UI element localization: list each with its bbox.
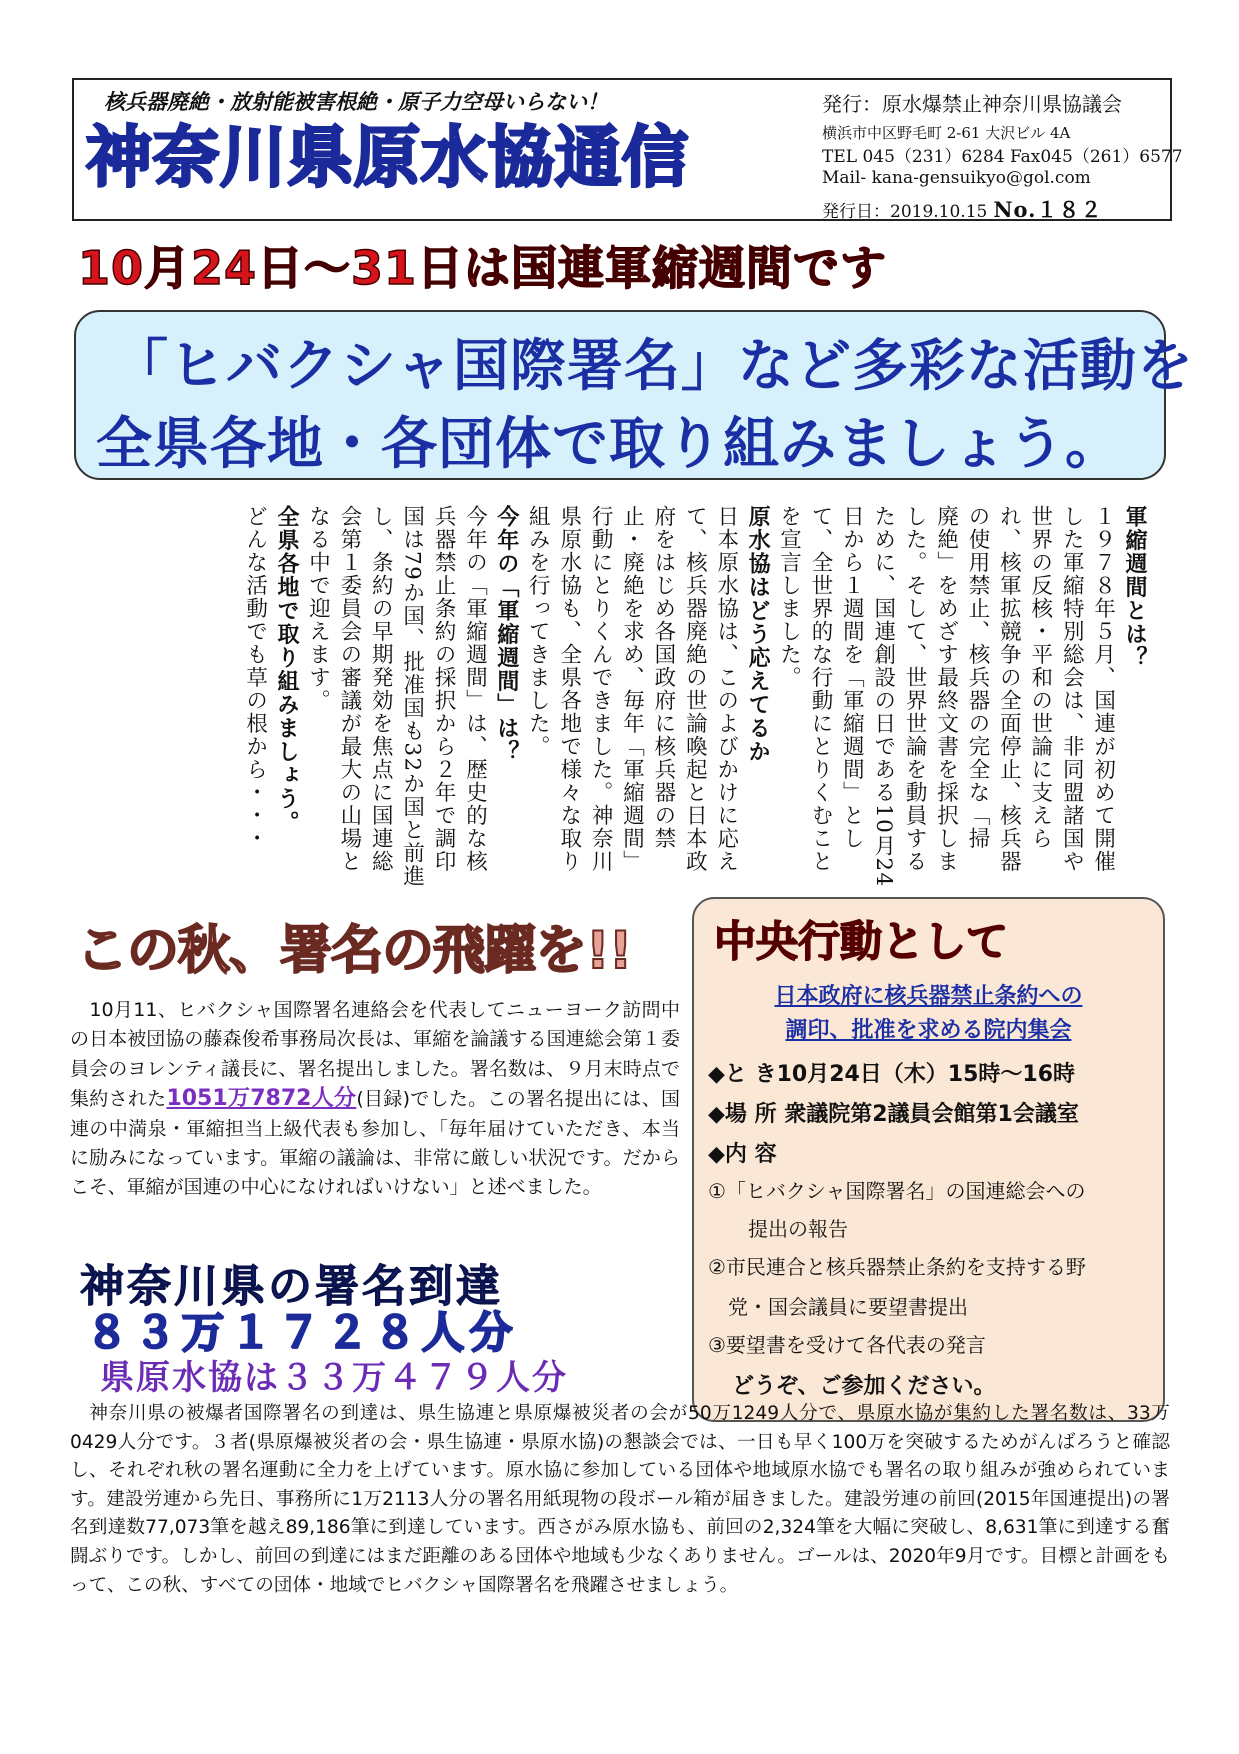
publisher-mail: Mail- kana-gensuikyo@gol.com bbox=[822, 168, 1091, 188]
heading-disarmament-week: 軍縮週間とは？ bbox=[1122, 505, 1147, 670]
action-item-2-cont: 党・国会議員に要望書提出 bbox=[728, 1295, 968, 1319]
kanagawa-reach-count: ８３万１７２８人分 bbox=[86, 1308, 519, 1357]
bottom-article-text: 神奈川県の被爆者国際署名の到達は、県生協連と県原爆被災者の会が50万1249人分で、県原水協が集約した署名数は、33万0429人分です。３者(県原爆被災者の会・県生協連・県原水協)の懇談会では、一日も早く100万を突破するためがんばろうと確認し、それぞれ秋の署名運動に全力を上げています。原水協に参加している団体や地域原水協でも署名の取り組みが強められています。建設労連から先日、事務所に1万2113人分の署名用紙現物の段ボール箱が届きました。建設労連の前回(2015年国連提出)の署名到達数77,073筆を越え89,186筆に到達しています。西さがみ原水協も、前回の2,324筆を大幅に突破し、8,631筆に到達する奮闘ぶりです。しかし、前回の到達にはまだ距離のある団体や地域も少なくありません。ゴールは、2020年9月です。目標と計画をもって、この秋、すべての団体・地域でヒバクシャ国際署名を飛躍させましょう。 bbox=[70, 1403, 1170, 1596]
newsletter-title: 神奈川県原水協通信 bbox=[86, 119, 689, 196]
action-content-label: ◆内 容 bbox=[708, 1142, 777, 1167]
main-headline: 10月24日～31日は国連軍縮週間です bbox=[78, 241, 888, 295]
central-action-box bbox=[692, 897, 1165, 1422]
callout-line-1: 「ヒバクシャ国際署名」など多彩な活動を bbox=[112, 334, 1194, 399]
article-text-start: 10月11、ヒバクシャ国際署名連絡会を代表してニューヨーク訪問中の日本被団協の藤森俊希事務局次長は、軍縮を論議する国連総会第１委員会のヨレンティ議長に、署名提出しました。署名数は、９月末時点で集約された bbox=[70, 999, 680, 1111]
action-item-1: ①「ヒバクシャ国際署名」の国連総会への bbox=[708, 1179, 1086, 1203]
issue-date: 発行日：2019.10.15 bbox=[822, 202, 988, 222]
heading-this-year: 今年の「軍縮週間」は？ bbox=[493, 505, 519, 764]
article-text-end: (目録)でした。この署名提出には、国連の中満泉・軍縮担当上級代表も参加し、「毎年届けていただき、本当に励みになっています。軍縮の議論は、非常に厳しい状況です。だからこそ、軍縮が国連の中心になければいけない」と述べました。 bbox=[70, 1088, 680, 1199]
publisher: 発行：原水爆禁止神奈川県協議会 bbox=[822, 92, 1122, 116]
signature-total-highlight: 1051万7872人分 bbox=[166, 1086, 357, 1112]
action-place: ◆場 所 衆議院第2議員会館第1会議室 bbox=[708, 1102, 1079, 1127]
autumn-banner: この秋、署名の飛躍を!! bbox=[76, 921, 632, 981]
action-subtitle-2: 調印、批准を求める院内集会 bbox=[785, 1017, 1072, 1043]
issue-number: No.１８２ bbox=[993, 197, 1103, 222]
heading-call-to-action: 全県各地で取り組みましょう。 bbox=[274, 505, 300, 834]
vertical-article bbox=[150, 505, 1150, 890]
action-item-1-cont: 提出の報告 bbox=[748, 1217, 848, 1241]
publisher-address: 横浜市中区野毛町 2-61 大沢ビル 4A bbox=[822, 124, 1071, 142]
action-time: ◆と き10月24日（木）15時～16時 bbox=[708, 1062, 1076, 1087]
issue-info bbox=[822, 194, 1103, 224]
heading-gensuikyo-response: 原水協はどう応えてるか bbox=[745, 505, 771, 764]
action-item-3: ③要望書を受けて各代表の発言 bbox=[708, 1333, 986, 1357]
kanagawa-reach-title: 神奈川県の署名到達 bbox=[80, 1261, 503, 1312]
callout-line-2: 全県各地・各団体で取り組みましょう。 bbox=[96, 412, 1122, 477]
paragraph-grassroots: どんな活動でも草の根から・・・ bbox=[242, 505, 268, 850]
paragraph-this-year: 今年の「軍縮週間」は、歴史的な核兵器禁止条約の採択から２年で調印国は79か国、批准国も32か国と前進し、条約の早期発効を焦点に国連総会第１委員会の審議が最大の山場となる中で迎えます。 bbox=[305, 505, 488, 888]
action-title: 中央行動として bbox=[714, 917, 1009, 966]
action-item-2: ②市民連合と核兵器禁止条約を支持する野 bbox=[708, 1255, 1086, 1279]
signature-article bbox=[70, 996, 680, 1203]
action-subtitle-1: 日本政府に核兵器禁止条約への bbox=[774, 983, 1083, 1009]
publisher-tel-fax: TEL 045（231）6284 Fax045（261）6577 bbox=[822, 147, 1183, 167]
slogan: 核兵器廃絶・放射能被害根絶・原子力空母いらない！ bbox=[104, 90, 608, 114]
bottom-article bbox=[70, 1400, 1170, 1600]
action-invitation: どうぞ、ご参加ください。 bbox=[732, 1374, 996, 1399]
prefectural-gensuikyo-count: 県原水協は３３万４７９人分 bbox=[100, 1358, 568, 1398]
paragraph-disarmament-week: １９７８年５月、国連が初めて開催した軍縮特別総会は、非同盟諸国や世界の反核・平和の世論に支えられ、核軍拡競争の全面停止、核兵器の使用禁止、核兵器の完全な「掃 廃絶」をめざす最終文書を採択しました。そして、世界世論を動員するために、国連創設の日である10月24日から１週間を「軍縮週間」として、全世界的な行動にとりくむことを宣言しました。 bbox=[776, 505, 1116, 888]
callout-box bbox=[74, 310, 1194, 480]
paragraph-gensuikyo-response: 日本原水協は、このよびかけに応えて、核兵器廃絶の世論喚起と日本政府をはじめ各国政府に核兵器の禁止・廃絶を求め、毎年「軍縮週間」行動にとりくんできました。神奈川県原水協も、全県各地で様々な取り組みを行ってきました。 bbox=[525, 505, 739, 873]
masthead bbox=[72, 78, 1183, 222]
